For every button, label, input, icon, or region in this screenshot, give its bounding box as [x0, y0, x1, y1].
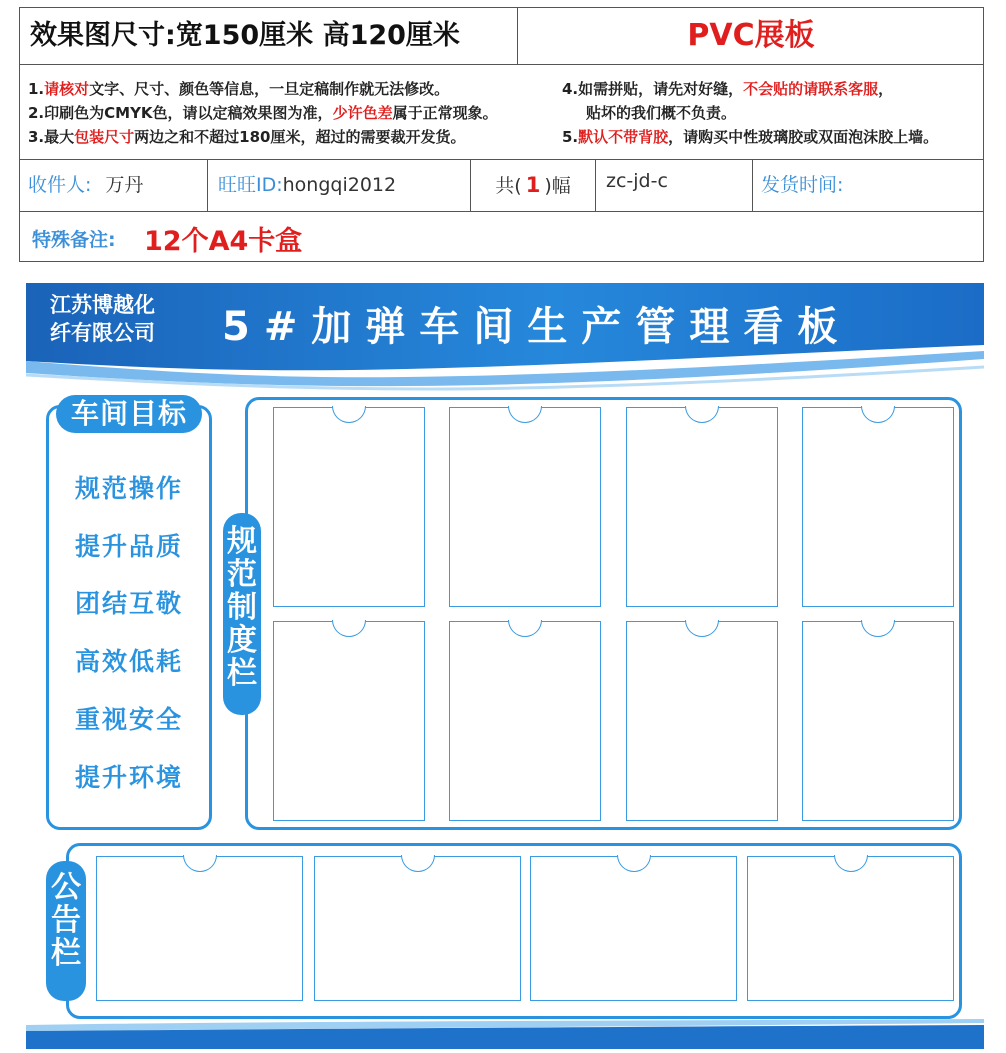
recipient-label: 收件人: [28, 174, 92, 196]
shipping-row [20, 159, 983, 212]
note-1-highlight: 请核对 [44, 80, 90, 98]
note-5-prefix: 5. [562, 128, 579, 146]
pocket-notch [617, 855, 651, 872]
a4-pocket [449, 621, 601, 821]
ship-time-cell [753, 159, 983, 211]
pocket-notch [508, 406, 542, 423]
company-name [50, 291, 155, 347]
rules-title: 规范制度栏 [223, 513, 261, 715]
order-info-table [19, 7, 984, 262]
remark-value: 12个A4卡盒 [144, 226, 303, 257]
note-2-text-a: 2.印刷色为CMYK色，请以定稿效果图为准， [28, 104, 333, 122]
ship-time-label: 发货时间: [761, 174, 844, 196]
a4-pocket [802, 407, 954, 607]
recipient-cell [20, 159, 208, 211]
pocket-notch [332, 620, 366, 637]
size-label: 效果图尺寸: [30, 20, 176, 51]
note-1-prefix: 1. [28, 80, 45, 98]
goal-item-3: 团结互敬 [74, 589, 183, 618]
footer-wave [26, 1019, 984, 1049]
goal-item-6: 提升环境 [74, 763, 183, 792]
a4-pocket [273, 621, 425, 821]
note-4-text-b: ， [878, 80, 894, 98]
pocket-notch [685, 406, 719, 423]
goals-title: 车间目标 [56, 395, 202, 433]
note-5-text: ，请购买中性玻璃胶或双面泡沫胶上墙。 [668, 128, 939, 146]
pocket-notch [834, 855, 868, 872]
pocket-notch [332, 406, 366, 423]
size-value: 宽150厘米 高120厘米 [175, 20, 460, 51]
note-3-text-a: 3.最大 [28, 128, 75, 146]
a4-pocket [449, 407, 601, 607]
a4-pocket [626, 407, 778, 607]
pocket-notch [685, 620, 719, 637]
board-title: 5#加弹车间生产管理看板 [222, 304, 852, 350]
count-cell [471, 159, 596, 211]
wangwang-id: hongqi2012 [282, 174, 397, 196]
a4-pocket [273, 407, 425, 607]
note-1-text: 文字、尺寸、颜色等信息，一旦定稿制作就无法修改。 [89, 80, 450, 98]
note-3-highlight: 包装尺寸 [74, 128, 135, 146]
note-4 [562, 78, 893, 99]
count-suffix: )幅 [544, 175, 571, 197]
goal-item-5: 重视安全 [74, 705, 183, 734]
management-board [26, 283, 984, 1049]
note-2-highlight: 少许色差 [332, 104, 393, 122]
count-prefix: 共( [495, 175, 522, 197]
note-4-text-a: 4.如需拼贴，请先对好缝， [562, 80, 744, 98]
code-cell [596, 159, 753, 211]
material-label: PVC展板 [687, 18, 815, 53]
pocket-notch [861, 406, 895, 423]
wangwang-cell [208, 159, 471, 211]
goal-item-1: 规范操作 [74, 474, 183, 503]
count-value: 1 [525, 173, 541, 197]
company-name-line-2: 纤有限公司 [50, 321, 155, 345]
a4-pocket [626, 621, 778, 821]
recipient-name: 万丹 [105, 174, 144, 196]
size-cell [20, 8, 518, 64]
size-row [20, 8, 983, 65]
company-name-line-1: 江苏博越化 [50, 293, 155, 317]
a4-pocket-landscape [96, 856, 303, 1001]
note-5 [562, 126, 938, 147]
a4-pocket-landscape [530, 856, 737, 1001]
pocket-notch [508, 620, 542, 637]
goal-item-2: 提升品质 [74, 532, 183, 561]
a4-pocket-landscape [314, 856, 521, 1001]
note-3 [28, 126, 465, 147]
pocket-notch [183, 855, 217, 872]
wangwang-label: 旺旺ID: [218, 174, 283, 196]
note-2-text-b: 属于正常现象。 [392, 104, 498, 122]
goal-item-4: 高效低耗 [74, 647, 183, 676]
remark-row [20, 211, 983, 263]
note-1 [28, 78, 449, 99]
pocket-notch [861, 620, 895, 637]
remark-label: 特殊备注: [32, 229, 116, 251]
product-code: zc-jd-c [606, 170, 668, 192]
a4-pocket [802, 621, 954, 821]
note-4-highlight: 不会贴的请联系客服 [743, 80, 879, 98]
pocket-notch [401, 855, 435, 872]
note-2 [28, 102, 498, 123]
note-5-highlight: 默认不带背胶 [578, 128, 669, 146]
notice-title: 公告栏 [46, 861, 86, 1001]
note-4-continued: 贴坏的我们概不负责。 [586, 104, 737, 122]
a4-pocket-landscape [747, 856, 954, 1001]
note-3-text-b: 两边之和不超过180厘米，超过的需要裁开发货。 [134, 128, 466, 146]
notes-section [20, 64, 983, 160]
